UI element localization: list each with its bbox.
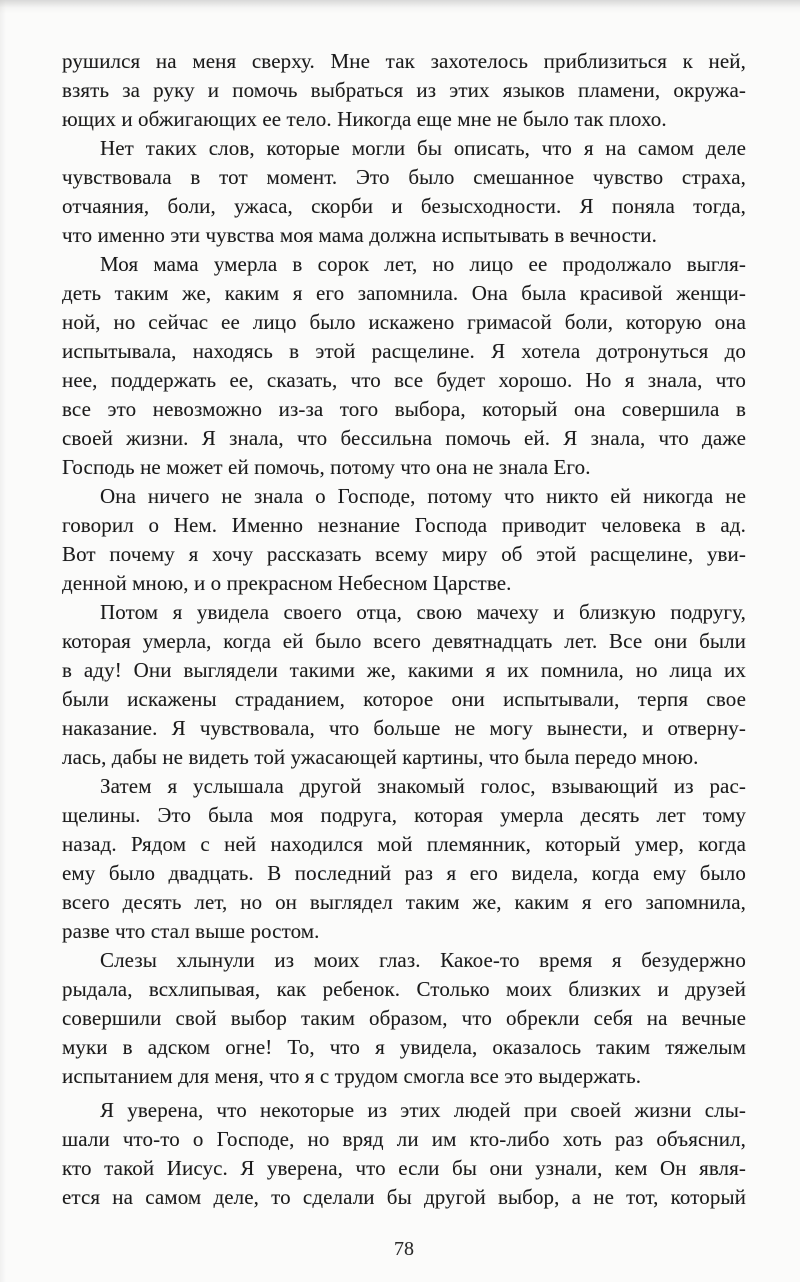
scan-edge-shadow [0,0,800,14]
text-line: в аду! Они выглядели такими же, какими я их помнила, но лица их [62,658,746,682]
text-line: кто такой Иисус. Я уверена, что если бы они узнали, кем Он явля- [62,1156,746,1180]
text-line: своей жизни. Я знала, что бессильна помочь ей. Я знала, что даже [62,426,746,450]
text-line: Моя мама умерла в сорок лет, но лицо ее продолжало выгля- [100,252,746,276]
text-line: рыдала, всхлипывая, как ребенок. Столько моих близких и друзей [62,977,746,1001]
page-number: 78 [394,1238,414,1260]
text-line: испытанием для меня, что я с трудом смогла все это выдержать. [62,1064,642,1088]
text-line: лась, дабы не видеть той ужасающей картины, что была передо мною. [62,745,699,769]
text-line: всего десять лет, но он выглядел таким же, каким я его запомнила, [62,890,746,914]
book-page [62,47,746,1261]
text-line: Слезы хлынули из моих глаз. Какое-то время я безудержно [100,948,746,972]
text-line: Затем я услышала другой знакомый голос, взывающий из рас- [100,774,746,798]
text-line: муки в адском огне! То, что я увидела, оказалось таким тяжелым [62,1035,746,1059]
text-line: шали что-то о Господе, но вряд ли им кто-либо хоть раз объяснил, [62,1127,746,1151]
text-line: говорил о Нем. Именно незнание Господа приводит человека в ад. [62,513,746,537]
text-line: отчаяния, боли, ужаса, скорби и безысходности. Я поняла тогда, [62,194,746,218]
text-line: совершили свой выбор таким образом, что обрекли себя на вечные [62,1006,746,1030]
paragraph [62,946,746,1091]
text-line: Вот почему я хочу рассказать всему миру об этой расщелине, уви- [62,542,746,566]
paragraph [62,772,746,946]
paragraph [62,1096,746,1212]
text-line: деть таким же, каким я его запомнила. Она была красивой женщи- [62,281,746,305]
paragraph [62,250,746,482]
text-line: Господь не может ей помочь, потому что она не знала Его. [62,455,591,479]
paragraph [62,482,746,598]
text-line: наказание. Я чувствовала, что больше не могу вынести, и отверну- [62,716,746,740]
text-line: Нет таких слов, которые могли бы описать, что я на самом деле [100,136,746,160]
text-line: щелины. Это была моя подруга, которая умерла десять лет тому [62,803,746,827]
text-line: ющих и обжигающих ее тело. Никогда еще мне не было так плохо. [62,107,667,131]
text-line: все это невозможно из-за того выбора, который она совершила в [62,397,746,421]
text-line: Потом я увидела своего отца, свою мачеху и близкую подругу, [100,600,746,624]
page-text-block [62,47,746,1212]
text-line: ется на самом деле, то сделали бы другой выбор, а не тот, который [62,1185,746,1209]
paragraph [62,598,746,772]
text-line: ной, но сейчас ее лицо было искажено гримасой боли, которую она [62,310,746,334]
text-line: которая умерла, когда ей было всего девятнадцать лет. Все они были [62,629,746,653]
text-line: чувствовала в тот момент. Это было смешанное чувство страха, [62,165,746,189]
text-line: взять за руку и помочь выбраться из этих языков пламени, окружа- [62,78,746,102]
text-line: ему было двадцать. В последний раз я его видела, когда ему было [62,861,746,885]
text-line: Она ничего не знала о Господе, потому что никто ей никогда не [100,484,746,508]
text-line: испытывала, находясь в этой расщелине. Я хотела дотронуться до [62,339,746,363]
text-line: денной мною, и о прекрасном Небесном Царстве. [62,571,512,595]
text-line: рушился на меня сверху. Мне так захотелось приблизиться к ней, [62,49,746,73]
text-line: разве что стал выше ростом. [62,919,320,943]
text-line: что именно эти чувства моя мама должна испытывать в вечности. [62,223,657,247]
paragraph [62,134,746,250]
text-line: назад. Рядом с ней находился мой племянник, который умер, когда [62,832,746,856]
scan-left-shadow [0,0,6,1282]
text-line: были искажены страданием, которое они испытывали, терпя свое [62,687,746,711]
text-line: Я уверена, что некоторые из этих людей при своей жизни слы- [100,1098,746,1122]
paragraph [62,47,746,134]
text-line: нее, поддержать ее, сказать, что все будет хорошо. Но я знала, что [62,368,746,392]
